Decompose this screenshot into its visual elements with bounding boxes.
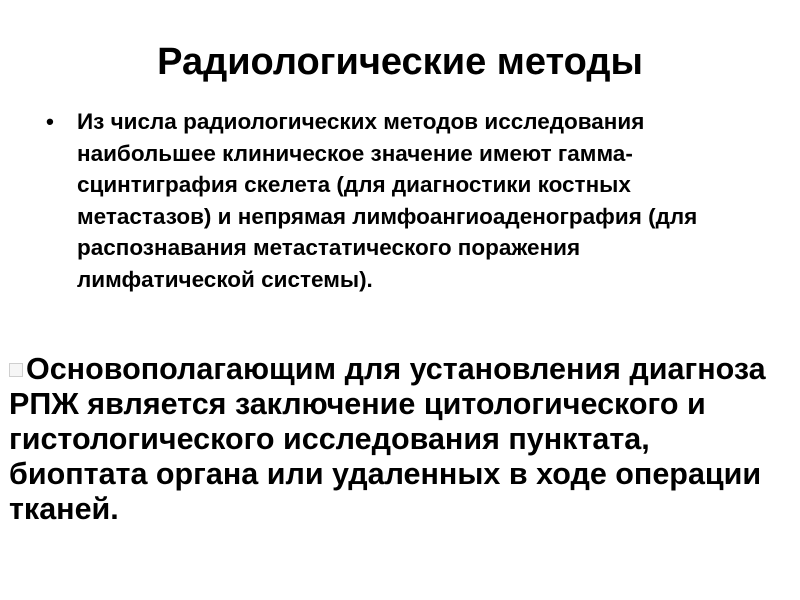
bullet-text: Из числа радиологических методов исследования наибольшее клиническое значение имеют гамма-сцинтиграфия скелета (для диагностики костных метастазов) и непрямая лимфоангиоаденография (для распознавания метастатического поражения лимфатической системы). — [77, 109, 698, 292]
bullet-item — [40, 106, 760, 295]
bullet-list — [40, 106, 760, 295]
checkbox-square-icon — [9, 363, 23, 377]
bullet-dot-icon: • — [46, 109, 54, 134]
main-paragraph-text: Основополагающим для установления диагноза РПЖ является заключение цитологического и гистологического исследования пунктата, биоптата органа или удаленных в ходе операции тканей. — [9, 352, 766, 526]
slide-title: Радиологические методы — [157, 41, 643, 83]
main-paragraph — [9, 352, 789, 527]
